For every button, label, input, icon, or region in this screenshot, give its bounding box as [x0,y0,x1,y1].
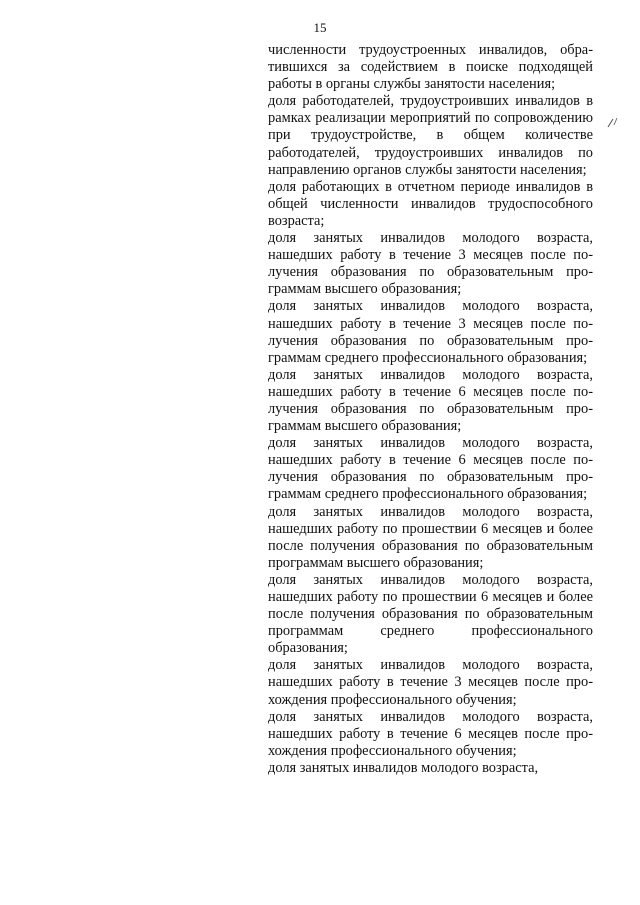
page-number: 15 [313,20,327,35]
paragraph: доля занятых инвалидов молодого возраста, нашедших работу в течение 6 месяцев после получения образования по образовательным программам высшего образования; [268,366,593,435]
document-body [268,42,593,777]
margin-pen-mark-icon [605,114,619,130]
paragraph: доля работодателей, трудоустроивших инвалидов в рамках реализации мероприятий по сопровождению при трудоустройстве, в общем количестве работодателей, трудоустроивших инвалидов по направлению органов службы занятости населения; [268,93,593,178]
paragraph-last-line: доля занятых инвалидов молодого возраста, [268,759,539,776]
paragraph: доля занятых инвалидов молодого возраста, нашедших работу в течение 3 месяцев после получения образования по образовательным программам среднего профессионального образования; [268,298,593,366]
paragraph: численности трудоустроенных инвалидов, обратившихся за содействием в поиске подходящей работы в органы службы занятости населения; [268,42,593,93]
paragraph: доля занятых инвалидов молодого возраста, нашедших работу в течение 6 месяцев после прохождения профессионального обучения; [268,708,593,759]
paragraph: доля занятых инвалидов молодого возраста, нашедших работу по прошествии 6 месяцев и более после получения образования по образовательным программам высшего образования; [268,503,593,571]
paragraph: доля занятых инвалидов молодого возраста, нашедших работу в течение 6 месяцев после получения образования по образовательным программам среднего профессионального образования; [268,435,593,503]
paragraph: доля занятых инвалидов молодого возраста, нашедших работу по прошествии 6 месяцев и более после получения образования по образовательным программам среднего профессионального образования; [268,571,593,657]
paragraph: доля занятых инвалидов молодого возраста, нашедших работу в течение 3 месяцев после получения образования по образовательным программам высшего образования; [268,230,593,298]
paragraph: доля занятых инвалидов молодого возраста, нашедших работу в течение 3 месяцев после прохождения профессионального обучения; [268,657,593,708]
paragraph: доля работающих в отчетном периоде инвалидов в общей численности инвалидов трудоспособного возраста; [268,178,593,229]
